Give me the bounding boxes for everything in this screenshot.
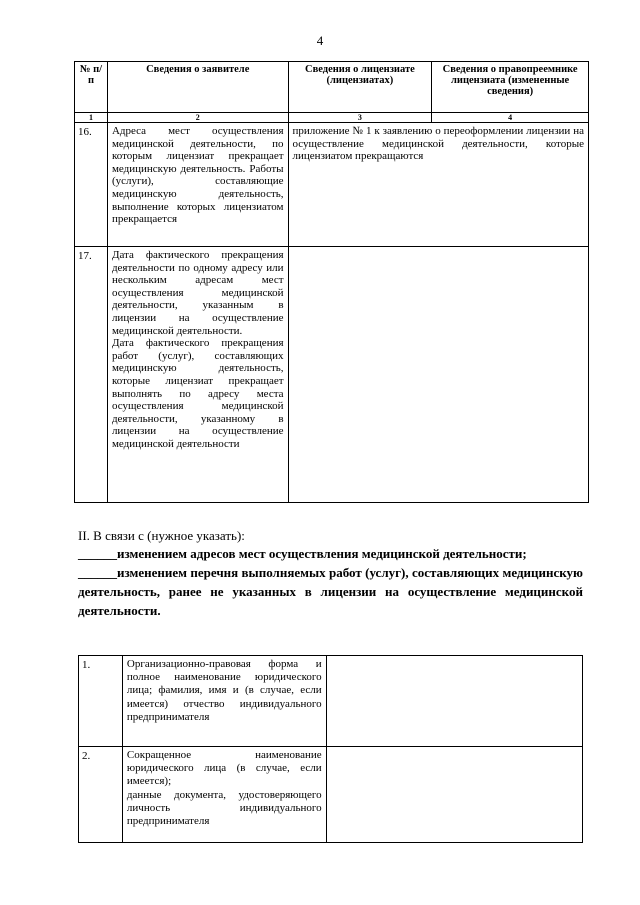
reason-line-services: ______изменением перечня выполняемых работ (услуг), составляющих медицинскую деятельность, ранее не указанных в лицензии на осуществление медицинской деятельности. bbox=[78, 565, 583, 618]
row-value bbox=[288, 247, 588, 503]
row-number: 2. bbox=[79, 747, 123, 843]
row-number: 1. bbox=[79, 656, 123, 747]
table-row bbox=[79, 656, 583, 747]
row-description-part2: данные документа, удостоверяющего личность индивидуального предпринимателя bbox=[126, 788, 322, 828]
header-num: № п/п bbox=[75, 62, 108, 113]
table-row bbox=[79, 747, 583, 843]
row-value bbox=[326, 656, 582, 747]
row-description: Организационно-правовая форма и полное наименование юридического лица; фамилия, имя и (в случае, если имеется) отчество индивидуального предпринимателя bbox=[122, 656, 326, 747]
page-number: 4 bbox=[316, 33, 324, 48]
row-description bbox=[107, 247, 288, 503]
organization-info-table bbox=[78, 655, 583, 843]
row-value: приложение № 1 к заявлению о переоформлении лицензии на осуществление медицинской деятельности, которые лицензиатом прекращаются bbox=[288, 123, 588, 247]
row-value bbox=[326, 747, 582, 843]
row-description: Адреса мест осуществления медицинской деятельности, по которым лицензиат прекращает медицинскую деятельность. Работы (услуги), составляющие медицинскую деятельность, выполнение которых лицензиатом прекращается bbox=[107, 123, 288, 247]
row-description bbox=[122, 747, 326, 843]
index-cell: 3 bbox=[288, 113, 432, 123]
applicant-info-table bbox=[74, 61, 589, 503]
header-successor: Сведения о правопреемнике лицензиата (измененные сведения) bbox=[432, 62, 589, 113]
section-body bbox=[78, 544, 583, 620]
index-cell: 1 bbox=[75, 113, 108, 123]
row-description-part1: Сокращенное наименование юридического лица (в случае, если имеется); bbox=[126, 749, 322, 788]
header-licensee: Сведения о лицензиате (лицензиатах) bbox=[288, 62, 432, 113]
row-number: 17. bbox=[75, 247, 108, 503]
row-description-part1: Дата фактического прекращения деятельности по одному адресу или нескольким адресам мест осуществления медицинской деятельности, указанным в лицензии на осуществление медицинской деятельности. bbox=[111, 249, 284, 337]
row-number: 16. bbox=[75, 123, 108, 247]
index-cell: 2 bbox=[107, 113, 288, 123]
header-applicant: Сведения о заявителе bbox=[107, 62, 288, 113]
section-heading: II. В связи с (нужное указать): bbox=[78, 528, 245, 543]
index-cell: 4 bbox=[432, 113, 589, 123]
table-row bbox=[75, 123, 589, 247]
table-row bbox=[75, 247, 589, 503]
reason-line-addresses: ______изменением адресов мест осуществления медицинской деятельности; bbox=[78, 546, 527, 561]
row-description-part2: Дата фактического прекращения работ (услуг), составляющих медицинскую деятельность, которые лицензиат прекращает выполнять по адресу места осуществления медицинской деятельности, указанному в лицензии на осуществление медицинской деятельности bbox=[111, 337, 284, 450]
